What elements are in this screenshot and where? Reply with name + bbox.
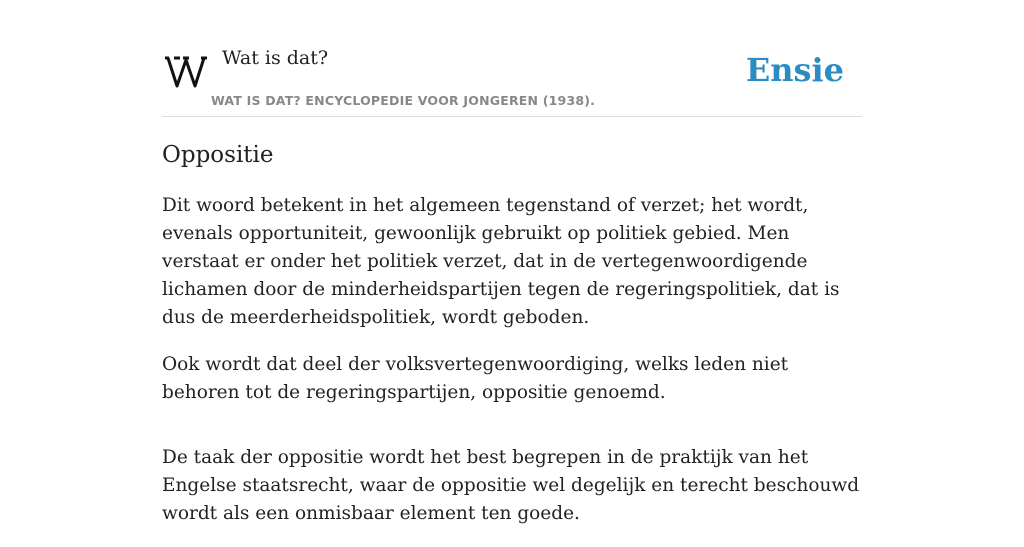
article-paragraph: Dit woord betekent in het algemeen tegenstand of verzet; het wordt, evenals opportuniteit, gewoonlijk gebruikt op politiek gebied. Men verstaat er onder het politiek verzet, dat in de vertegenwoordigende lichamen door de minderheidspartijen tegen de regeringspolitiek, dat is dus de meerderheidspolitiek, wordt geboden. <box>162 195 840 328</box>
source-header <box>162 40 862 117</box>
wikipedia-w-icon <box>164 52 208 90</box>
article-paragraph: De taak der oppositie wordt het best begrepen in de praktijk van het Engelse staatsrecht, waar de oppositie wel degelijk en terecht beschouwd wordt als een onmisbaar element ten goede. <box>162 447 860 524</box>
article-body <box>162 192 862 547</box>
brand-logo-link[interactable]: Ensie <box>745 51 844 89</box>
article-title: Oppositie <box>162 142 274 168</box>
article-paragraph: Ook wordt dat deel der volksvertegenwoordiging, welks leden niet behoren tot de regeringspartijen, oppositie genoemd. <box>162 354 789 403</box>
source-subtitle: WAT IS DAT? ENCYCLOPEDIE VOOR JONGEREN (1938). <box>211 93 596 108</box>
source-title[interactable]: Wat is dat? <box>222 47 329 69</box>
